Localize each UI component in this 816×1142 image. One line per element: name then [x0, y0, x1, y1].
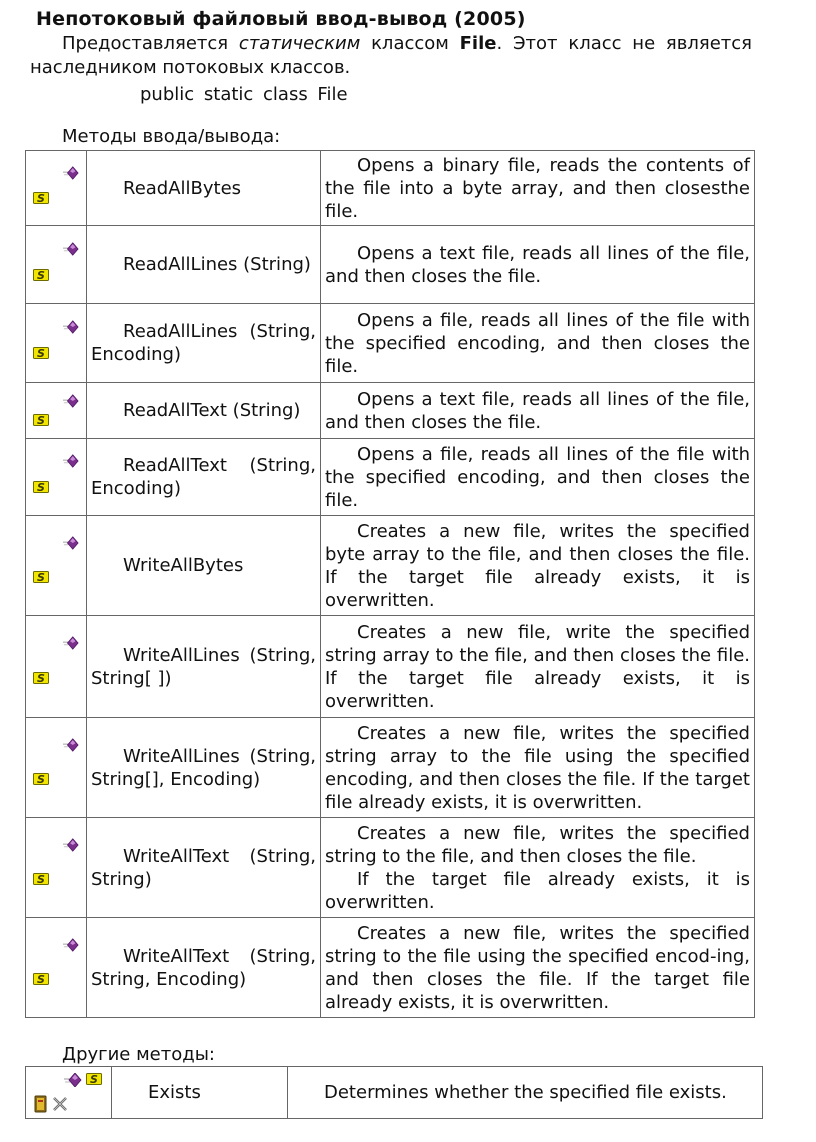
method-name — [87, 918, 321, 1018]
io-methods-table — [25, 150, 755, 1018]
method-name — [87, 439, 321, 516]
method-name — [87, 226, 321, 304]
svg-text:S: S — [37, 672, 45, 684]
static-icon — [33, 414, 49, 426]
method-name — [87, 151, 321, 226]
description-text: Creates a new file, writes the specified string to the file using the specified encod-ing, and then closes the file. If the target file already exists, it is overwritten. — [325, 922, 750, 1013]
method-name-text: ReadAllLines (String) — [123, 254, 311, 275]
method-icon — [63, 394, 79, 408]
method-icon — [63, 636, 79, 650]
description-text: Creates a new file, write the specified string array to the file, and then closes the file. If the target file already exists, it is overwritten. — [325, 621, 750, 712]
description-text: Opens a file, reads all lines of the file with the specified encoding, and then closes the file. — [325, 443, 750, 511]
intro-paragraph — [30, 32, 752, 80]
method-description — [321, 918, 755, 1018]
member-icons — [26, 516, 87, 616]
method-description: Determines whether the specified file exists. — [288, 1067, 763, 1119]
method-description — [321, 151, 755, 226]
static-icon — [33, 973, 49, 985]
svg-text:S: S — [37, 773, 45, 785]
table-row — [26, 818, 755, 918]
static-icon — [33, 269, 49, 281]
other-section-title: Другие методы: — [62, 1044, 215, 1065]
book-icon — [34, 1095, 48, 1113]
member-icons — [26, 616, 87, 718]
intro-italic: статическим — [238, 33, 361, 54]
method-name-text: ReadAllText (String) — [123, 400, 301, 421]
table-row — [26, 151, 755, 226]
description-text: If the target file already exists, it is overwritten. — [325, 868, 750, 913]
member-icons — [26, 304, 87, 383]
static-icon — [33, 773, 49, 785]
static-icon — [33, 192, 49, 204]
svg-text:S: S — [37, 414, 45, 426]
method-icon — [63, 536, 79, 550]
method-name — [87, 383, 321, 439]
table-row — [26, 304, 755, 383]
table-row — [26, 516, 755, 616]
intro-class-name: File — [459, 33, 497, 54]
static-icon — [33, 672, 49, 684]
intro-text: Предоставляется — [62, 33, 239, 54]
method-name-text: ReadAllLines (String, Encoding) — [91, 321, 316, 365]
table-row — [26, 718, 755, 818]
method-icon — [63, 166, 79, 180]
member-icons — [26, 151, 87, 226]
description-text: Opens a binary file, reads the contents of the file into a byte array, and then closesthe file. — [325, 154, 750, 222]
method-name-text: WriteAllLines (String, String[], Encoding) — [91, 745, 316, 790]
method-name — [87, 718, 321, 818]
description-text: Opens a text file, reads all lines of the file, and then closes the file. — [325, 388, 750, 433]
method-description — [321, 718, 755, 818]
svg-text:S: S — [37, 481, 45, 493]
other-methods-table — [25, 1066, 763, 1119]
method-name: Exists — [112, 1067, 288, 1119]
page-title: Непотоковый файловый ввод-вывод (2005) — [36, 8, 526, 30]
method-name-text: WriteAllBytes — [123, 555, 244, 576]
table-row — [26, 1067, 763, 1119]
member-icons — [26, 383, 87, 439]
intro-text: классом — [360, 33, 460, 54]
member-icons — [26, 439, 87, 516]
cross-icon — [52, 1096, 68, 1112]
intro-text: . Этот класс не является наследником потоковых классов. — [30, 33, 752, 78]
description-text: Opens a text file, reads all lines of the file, and then closes the file. — [325, 242, 750, 287]
method-name — [87, 516, 321, 616]
method-name — [87, 616, 321, 718]
svg-text:S: S — [37, 873, 45, 885]
method-name-text: WriteAllLines (String, String[ ]) — [91, 644, 316, 689]
method-name — [87, 304, 321, 383]
method-name-text: WriteAllText (String, String, Encoding) — [91, 945, 316, 990]
svg-text:S: S — [37, 571, 45, 583]
method-name-text: WriteAllText (String, String) — [91, 845, 316, 890]
method-icon — [63, 738, 79, 752]
method-icon — [63, 242, 79, 256]
method-description — [321, 818, 755, 918]
svg-text:S: S — [37, 269, 45, 281]
method-name-text: ReadAllText (String, Encoding) — [91, 455, 316, 499]
method-description — [321, 616, 755, 718]
method-icon — [64, 1073, 82, 1087]
member-icons — [26, 226, 87, 304]
member-icons — [26, 718, 87, 818]
description-text: Creates a new file, writes the specified string array to the file using the specified encoding, and then closes the file. If the target file already exists, it is overwritten. — [325, 722, 750, 813]
method-icon — [63, 454, 79, 468]
static-icon — [33, 481, 49, 493]
static-icon — [86, 1073, 102, 1085]
svg-text:S: S — [37, 347, 45, 359]
description-text: Creates a new file, writes the specified string to the file, and then closes the file. — [325, 822, 750, 867]
method-icon — [63, 320, 79, 334]
method-icon — [63, 838, 79, 852]
description-text: Opens a file, reads all lines of the file with the specified encoding, and then closes the file. — [325, 309, 750, 377]
member-icons — [26, 818, 87, 918]
svg-text:S: S — [90, 1073, 98, 1085]
static-icon — [33, 571, 49, 583]
method-icon — [63, 938, 79, 952]
static-icon — [33, 873, 49, 885]
member-icons — [26, 918, 87, 1018]
method-description — [321, 516, 755, 616]
io-section-title: Методы ввода/вывода: — [62, 126, 281, 147]
method-description — [321, 439, 755, 516]
table-row — [26, 226, 755, 304]
svg-text:S: S — [37, 192, 45, 204]
table-row — [26, 439, 755, 516]
method-description — [321, 304, 755, 383]
method-description — [321, 226, 755, 304]
static-icon — [33, 347, 49, 359]
description-text: Creates a new file, writes the specified byte array to the file, and then closes the file. If the target file already exists, it is overwritten. — [325, 520, 750, 611]
table-row — [26, 616, 755, 718]
method-description — [321, 383, 755, 439]
svg-text:S: S — [37, 973, 45, 985]
method-name — [87, 818, 321, 918]
table-row — [26, 918, 755, 1018]
method-name-text: ReadAllBytes — [123, 177, 242, 199]
member-icons — [26, 1067, 112, 1119]
table-row — [26, 383, 755, 439]
code-declaration: public static class File — [140, 84, 348, 105]
